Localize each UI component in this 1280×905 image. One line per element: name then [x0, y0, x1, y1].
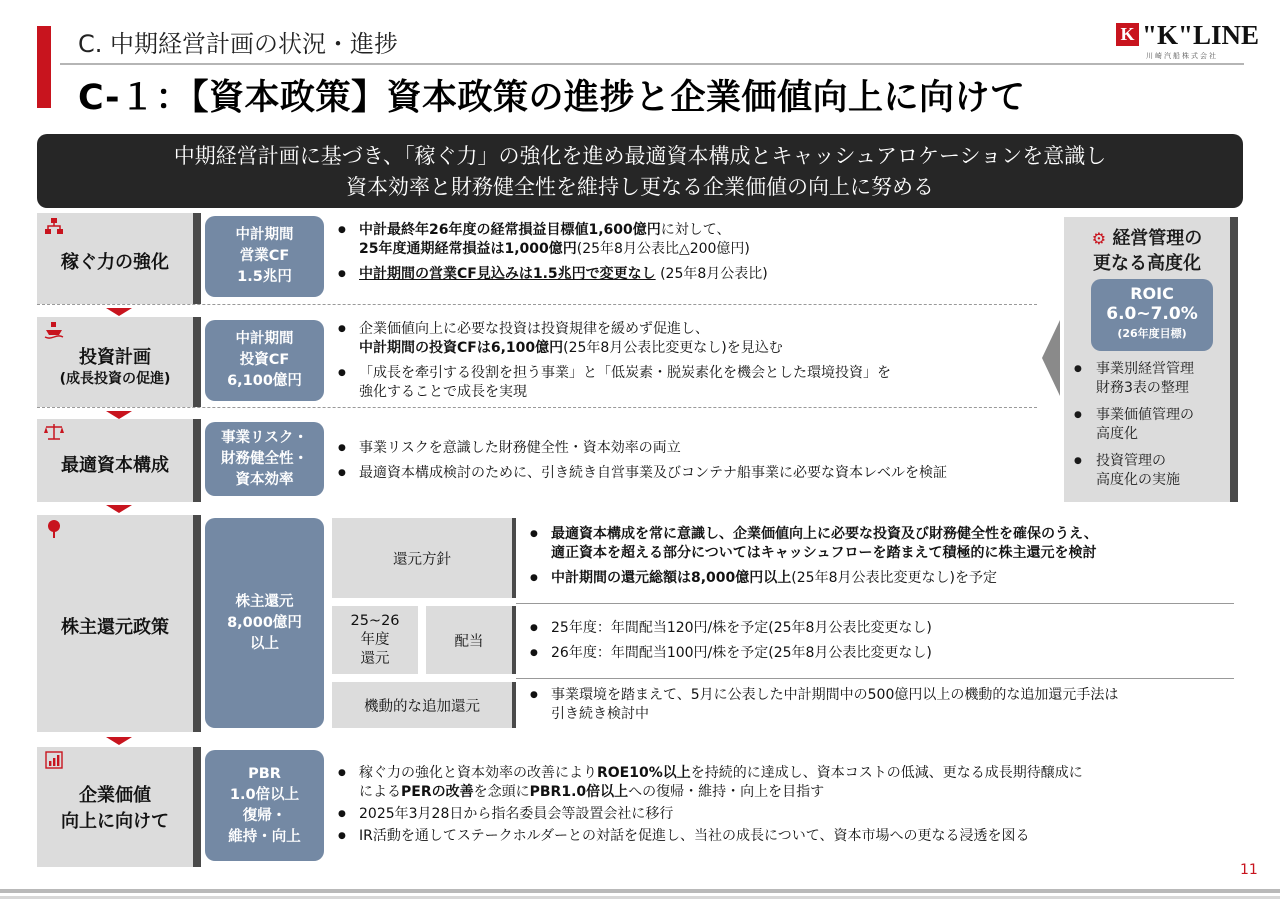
ship-icon	[43, 321, 65, 343]
list-item: ● 中計期間の営業CF見込みは1.5兆円で変更なし (25年8月公表比)	[338, 265, 1038, 284]
period-label: 25~26 年度 還元	[332, 606, 418, 674]
summary-banner	[37, 134, 1243, 208]
dividend-bullets	[530, 619, 1230, 669]
list-item: ● 中計最終年26年度の経常損益目標値1,600億円に対して、 25年度通期経常損益は1,000億円(25年8月公表比△200億円)	[338, 221, 1038, 259]
list-item: ● 事業価値管理の 高度化	[1074, 406, 1194, 444]
management-panel	[1064, 217, 1238, 502]
header-accent-bar	[37, 26, 51, 108]
row-divider	[516, 678, 1234, 679]
list-item: ● 事業環境を踏まえて、5月に公表した中計期間中の500億円以上の機動的な追加還元手法は 引き続き検討中	[530, 686, 1230, 724]
row-label-invest: 投資計画 (成長投資の促進)	[37, 317, 201, 407]
row-label-capital: 最適資本構成	[37, 419, 201, 502]
arrow-down-icon	[106, 505, 132, 513]
management-list	[1074, 360, 1194, 498]
policy-bullets	[530, 525, 1230, 594]
chevron-left-icon	[1042, 320, 1060, 396]
row-divider	[37, 407, 1037, 408]
row-divider	[516, 603, 1234, 604]
page-title: C-１：【資本政策】資本政策の進捗と企業価値向上に向けて	[78, 78, 1026, 118]
list-item: ● 投資管理の 高度化の実施	[1074, 452, 1194, 490]
footer-band	[0, 896, 1280, 899]
row-divider	[37, 304, 1037, 305]
extra-return-bullets	[530, 686, 1230, 730]
list-item: ● 事業別経営管理 財務3表の整理	[1074, 360, 1194, 398]
header-divider	[60, 63, 1244, 65]
list-item: ● 中計期間の還元総額は8,000億円以上(25年8月公表比変更なし)を予定	[530, 569, 1230, 588]
key-box-pbr: PBR 1.0倍以上 復帰・ 維持・向上	[205, 750, 324, 861]
key-box-shareholder-return: 株主還元 8,000億円 以上	[205, 518, 324, 728]
invest-bullets	[338, 320, 1038, 408]
extra-return-label: 機動的な追加還元	[332, 682, 516, 728]
arrow-down-icon	[106, 411, 132, 419]
page-number: 11	[1240, 862, 1258, 878]
head-gear-icon: ⚙	[1091, 229, 1107, 248]
scale-icon	[43, 423, 65, 445]
arrow-down-icon	[106, 737, 132, 745]
banner-line1: 中期経営計画に基づき、「稼ぐ力」の強化を進め最適資本構成とキャッシュアロケーションを意識し	[173, 144, 1107, 168]
list-item: ● 企業価値向上に必要な投資は投資規律を緩めず促進し、 中計期間の投資CFは6,100億円(25年8月公表比変更なし)を見込む	[338, 320, 1038, 358]
roic-box: ROIC 6.0~7.0% (26年度目標)	[1091, 279, 1213, 351]
management-panel-title: ⚙ 経営管理の 更なる高度化	[1091, 228, 1203, 274]
key-box-capital: 事業リスク・ 財務健全性・ 資本効率	[205, 422, 324, 496]
list-item: ● IR活動を通してステークホルダーとの対話を促進し、当社の成長について、資本市場への更なる浸透を図る	[338, 827, 1158, 846]
key-box-investment-cf: 中計期間 投資CF 6,100億円	[205, 320, 324, 401]
k-line-logo: K "K"LINE 川崎汽船株式会社	[1116, 20, 1246, 60]
list-item: ● 最適資本構成検討のために、引き続き自営事業及びコンテナ船事業に必要な資本レベルを検証	[338, 464, 1038, 483]
org-chart-icon	[43, 217, 65, 239]
footer-band	[0, 889, 1280, 893]
bar-chart-icon	[43, 751, 65, 773]
list-item: ● 最適資本構成を常に意識し、企業価値向上に必要な投資及び財務健全性を確保のうえ、 適正資本を超える部分についてはキャッシュフローを踏まえて積極的に株主還元を検討	[530, 525, 1230, 563]
list-item: ● 事業リスクを意識した財務健全性・資本効率の両立	[338, 439, 1038, 458]
list-item: ● 25年度：年間配当120円/株を予定(25年8月公表比変更なし)	[530, 619, 1230, 638]
tree-icon	[43, 519, 65, 541]
earning-bullets	[338, 221, 1038, 290]
row-label-earning: 稼ぐ力の強化	[37, 213, 201, 304]
row-label-return: 株主還元政策	[37, 515, 201, 732]
section-subtitle: C. 中期経営計画の状況・進捗	[78, 30, 399, 58]
policy-label: 還元方針	[332, 518, 516, 598]
dividend-label: 配当	[426, 606, 516, 674]
list-item: ● 2025年3月28日から指名委員会等設置会社に移行	[338, 805, 1158, 824]
row-label-value: 企業価値 向上に向けて	[37, 747, 201, 867]
list-item: ● 「成長を牽引する役割を担う事業」と「低炭素・脱炭素化を機会とした環境投資」を 強化することで成長を実現	[338, 364, 1038, 402]
key-box-operating-cf: 中計期間 営業CF 1.5兆円	[205, 216, 324, 297]
banner-line2: 資本効率と財務健全性を維持し更なる企業価値の向上に努める	[346, 175, 934, 199]
capital-bullets	[338, 439, 1038, 489]
arrow-down-icon	[106, 308, 132, 316]
list-item: ● 26年度：年間配当100円/株を予定(25年8月公表比変更なし)	[530, 644, 1230, 663]
list-item: ● 稼ぐ力の強化と資本効率の改善によりROE10%以上を持続的に達成し、資本コストの低減、更なる成長期待醸成に によるPERの改善を念頭にPBR1.0倍以上への復帰・維持・向上を目指す	[338, 764, 1158, 802]
value-bullets	[338, 764, 1158, 852]
